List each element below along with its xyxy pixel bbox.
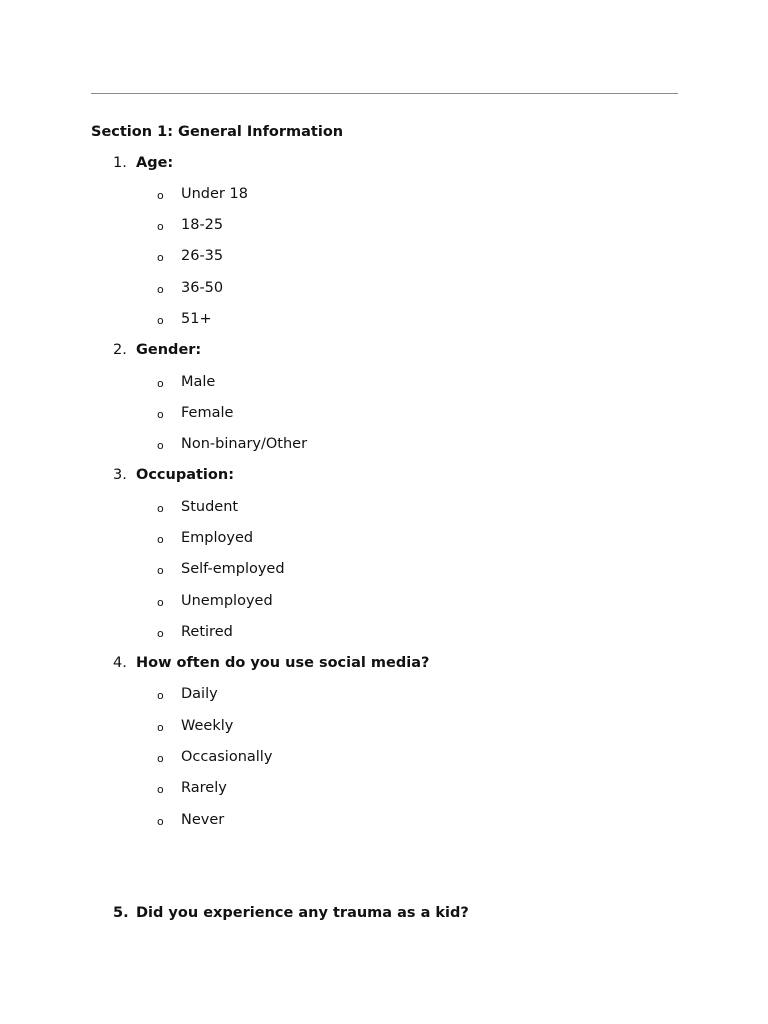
option-label: Weekly [181,718,234,734]
question-number: 2. [113,342,127,358]
option-label: Retired [181,624,233,640]
option-label: Daily [181,686,218,702]
circle-bullet-icon: o [157,721,164,734]
option-label: Employed [181,530,254,546]
question-number: 4. [113,655,127,671]
circle-bullet-icon: o [157,314,164,327]
option-label: 18-25 [181,217,224,233]
circle-bullet-icon: o [157,251,164,264]
circle-bullet-icon: o [157,783,164,796]
option-label: 26-35 [181,248,224,264]
circle-bullet-icon: o [157,564,164,577]
circle-bullet-icon: o [157,627,164,640]
option-label: Male [181,374,216,390]
question-text: How often do you use social media? [136,655,430,671]
option-label: Rarely [181,780,227,796]
circle-bullet-icon: o [157,689,164,702]
question-text: Age: [136,155,174,171]
circle-bullet-icon: o [157,533,164,546]
circle-bullet-icon: o [157,439,164,452]
option-label: Under 18 [181,186,248,202]
circle-bullet-icon: o [157,377,164,390]
option-label: Self-employed [181,561,285,577]
option-label: Unemployed [181,593,273,609]
circle-bullet-icon: o [157,220,164,233]
circle-bullet-icon: o [157,283,164,296]
option-label: Non-binary/Other [181,436,308,452]
option-label: Never [181,812,225,828]
question-text: Gender: [136,342,202,358]
section-title: Section 1: General Information [91,124,344,140]
circle-bullet-icon: o [157,408,164,421]
option-label: 51+ [181,311,212,327]
horizontal-rule [91,93,678,94]
circle-bullet-icon: o [157,502,164,515]
circle-bullet-icon: o [157,189,164,202]
question-number: 1. [113,155,127,171]
option-label: Female [181,405,234,421]
question-text: Occupation: [136,467,234,483]
question-number: 5. [113,905,129,921]
circle-bullet-icon: o [157,752,164,765]
question-number: 3. [113,467,127,483]
option-label: Occasionally [181,749,273,765]
option-label: 36-50 [181,280,224,296]
option-label: Student [181,499,239,515]
circle-bullet-icon: o [157,596,164,609]
question-text: Did you experience any trauma as a kid? [136,905,469,921]
circle-bullet-icon: o [157,815,164,828]
